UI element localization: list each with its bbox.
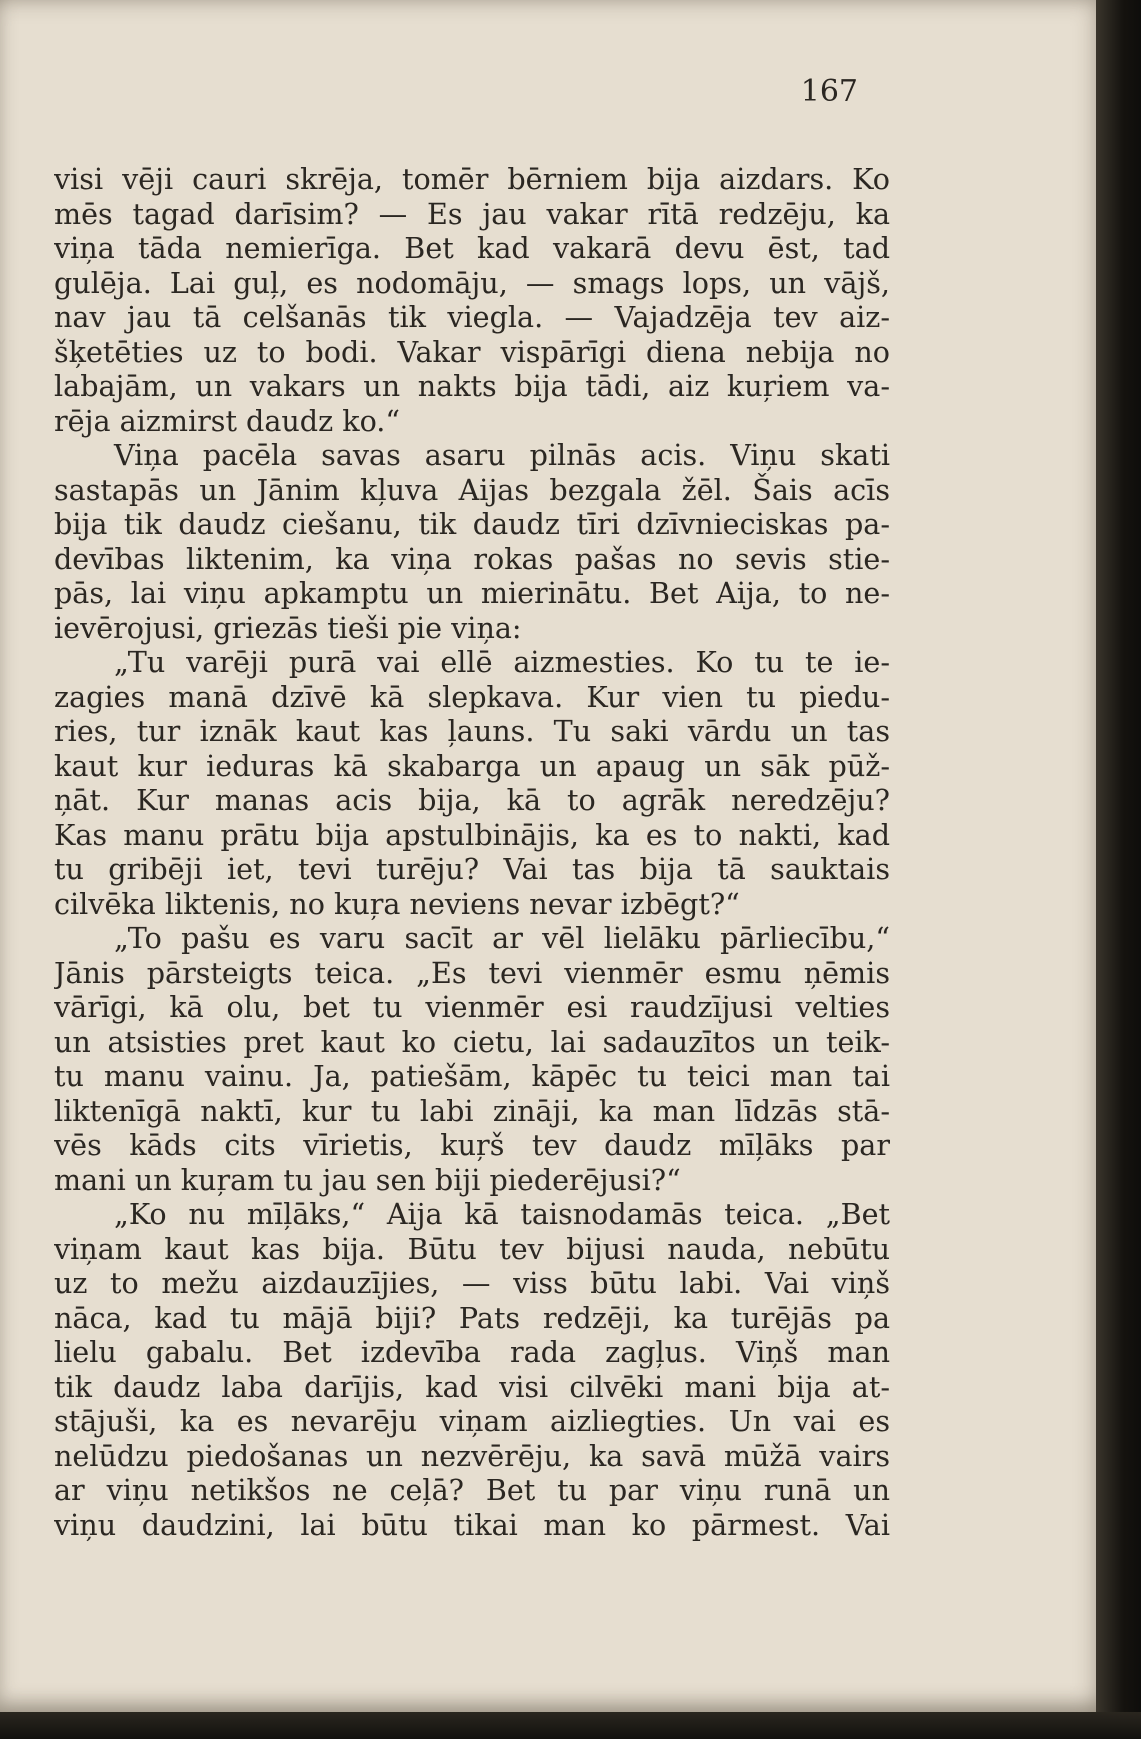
text-line: ievērojusi, griezās tieši pie viņa: — [54, 610, 522, 645]
text-line: rēja aizmirst daudz ko.“ — [54, 403, 401, 438]
text-line: „Tu varēji purā vai ellē aizmesties. Ko tu te ie- — [114, 645, 890, 679]
text-line: tu manu vainu. Ja, patiešām, kāpēc tu teici man tai — [54, 1059, 890, 1093]
text-line: lielu gabalu. Bet izdevība rada zagļus. Viņš man — [54, 1335, 890, 1369]
text-line: cilvēka liktenis, no kuŗa neviens nevar izbēgt?“ — [54, 886, 740, 921]
text-line: labajām, un vakars un nakts bija tādi, aiz kuŗiem va- — [54, 369, 890, 403]
text-line: liktenīgā naktī, kur tu labi zināji, ka man līdzās stā- — [54, 1093, 890, 1128]
text-line: viņam kaut kas bija. Būtu tev bijusi nauda, nebūtu — [54, 1231, 890, 1266]
text-line: ries, tur iznāk kaut kas ļauns. Tu saki vārdu un tas — [54, 714, 890, 748]
text-line: ar viņu netikšos ne ceļā? Bet tu par viņu runā un — [54, 1473, 890, 1507]
text-line: nāca, kad tu mājā biji? Pats redzēji, ka turējās pa — [54, 1300, 890, 1335]
text-line: Kas manu prātu bija apstulbinājis, ka es to nakti, kad — [54, 817, 890, 852]
text-line: tik daudz laba darījis, kad visi cilvēki mani bija at- — [54, 1369, 890, 1404]
scan-edge-right — [1096, 0, 1141, 1739]
text-line: Viņa pacēla savas asaru pilnās acis. Viņu skati — [114, 438, 890, 472]
text-line: nav jau tā celšanās tik viegla. — Vajadzēja tev aiz- — [54, 300, 890, 334]
text-line: ņāt. Kur manas acis bija, kā to agrāk neredzēju? — [54, 783, 890, 817]
scan-edge-bottom — [0, 1712, 1141, 1739]
text-line: kaut kur ieduras kā skabarga un apaug un sāk pūž- — [54, 748, 890, 783]
text-line: pās, lai viņu apkamptu un mierinātu. Bet Aija, to ne- — [54, 576, 890, 610]
text-line: vārīgi, kā olu, bet tu vienmēr esi raudzījusi velties — [54, 990, 890, 1024]
text-line: „Ko nu mīļāks,“ Aija kā taisnodamās teica. „Bet — [114, 1197, 890, 1231]
text-line: šķetēties uz to bodi. Vakar vispārīgi diena nebija no — [54, 334, 890, 369]
body-text — [54, 162, 890, 1542]
text-line: gulēja. Lai guļ, es nodomāju, — smags lops, un vājš, — [54, 265, 890, 300]
text-line: devības liktenim, ka viņa rokas pašas no sevis stie- — [54, 541, 890, 576]
text-line: nelūdzu piedošanas un nezvērēju, ka savā mūžā vairs — [54, 1438, 890, 1473]
text-line: tu gribēji iet, tevi turēju? Vai tas bija tā sauktais — [54, 852, 890, 886]
text-line: Jānis pārsteigts teica. „Es tevi vienmēr esmu ņēmis — [54, 955, 890, 990]
text-line: mani un kuŗam tu jau sen biji piederējusi?“ — [54, 1162, 681, 1197]
text-line: viņu daudzini, lai būtu tikai man ko pārmest. Vai — [54, 1507, 890, 1542]
text-line: vēs kāds cits vīrietis, kuŗš tev daudz mīļāks par — [54, 1128, 890, 1162]
text-line: mēs tagad darīsim? — Es jau vakar rītā redzēju, ka — [54, 196, 890, 231]
text-line: zagies manā dzīvē kā slepkava. Kur vien tu piedu- — [54, 679, 890, 714]
text-line: visi vēji cauri skrēja, tomēr bērniem bija aizdars. Ko — [54, 162, 890, 196]
page-number: 167 — [800, 74, 858, 109]
text-line: uz to mežu aizdauzījies, — viss būtu labi. Vai viņš — [54, 1266, 890, 1300]
text-line: viņa tāda nemierīga. Bet kad vakarā devu ēst, tad — [54, 231, 890, 265]
text-line: stājuši, ka es nevarēju viņam aizliegties. Un vai es — [54, 1404, 890, 1438]
text-line: un atsisties pret kaut ko cietu, lai sadauzītos un teik- — [54, 1024, 890, 1059]
text-line: sastapās un Jānim kļuva Aijas bezgala žēl. Šais acīs — [54, 472, 890, 507]
text-line: „To pašu es varu sacīt ar vēl lielāku pārliecību,“ — [114, 921, 890, 955]
text-line: bija tik daudz ciešanu, tik daudz tīri dzīvnieciskas pa- — [54, 507, 890, 541]
